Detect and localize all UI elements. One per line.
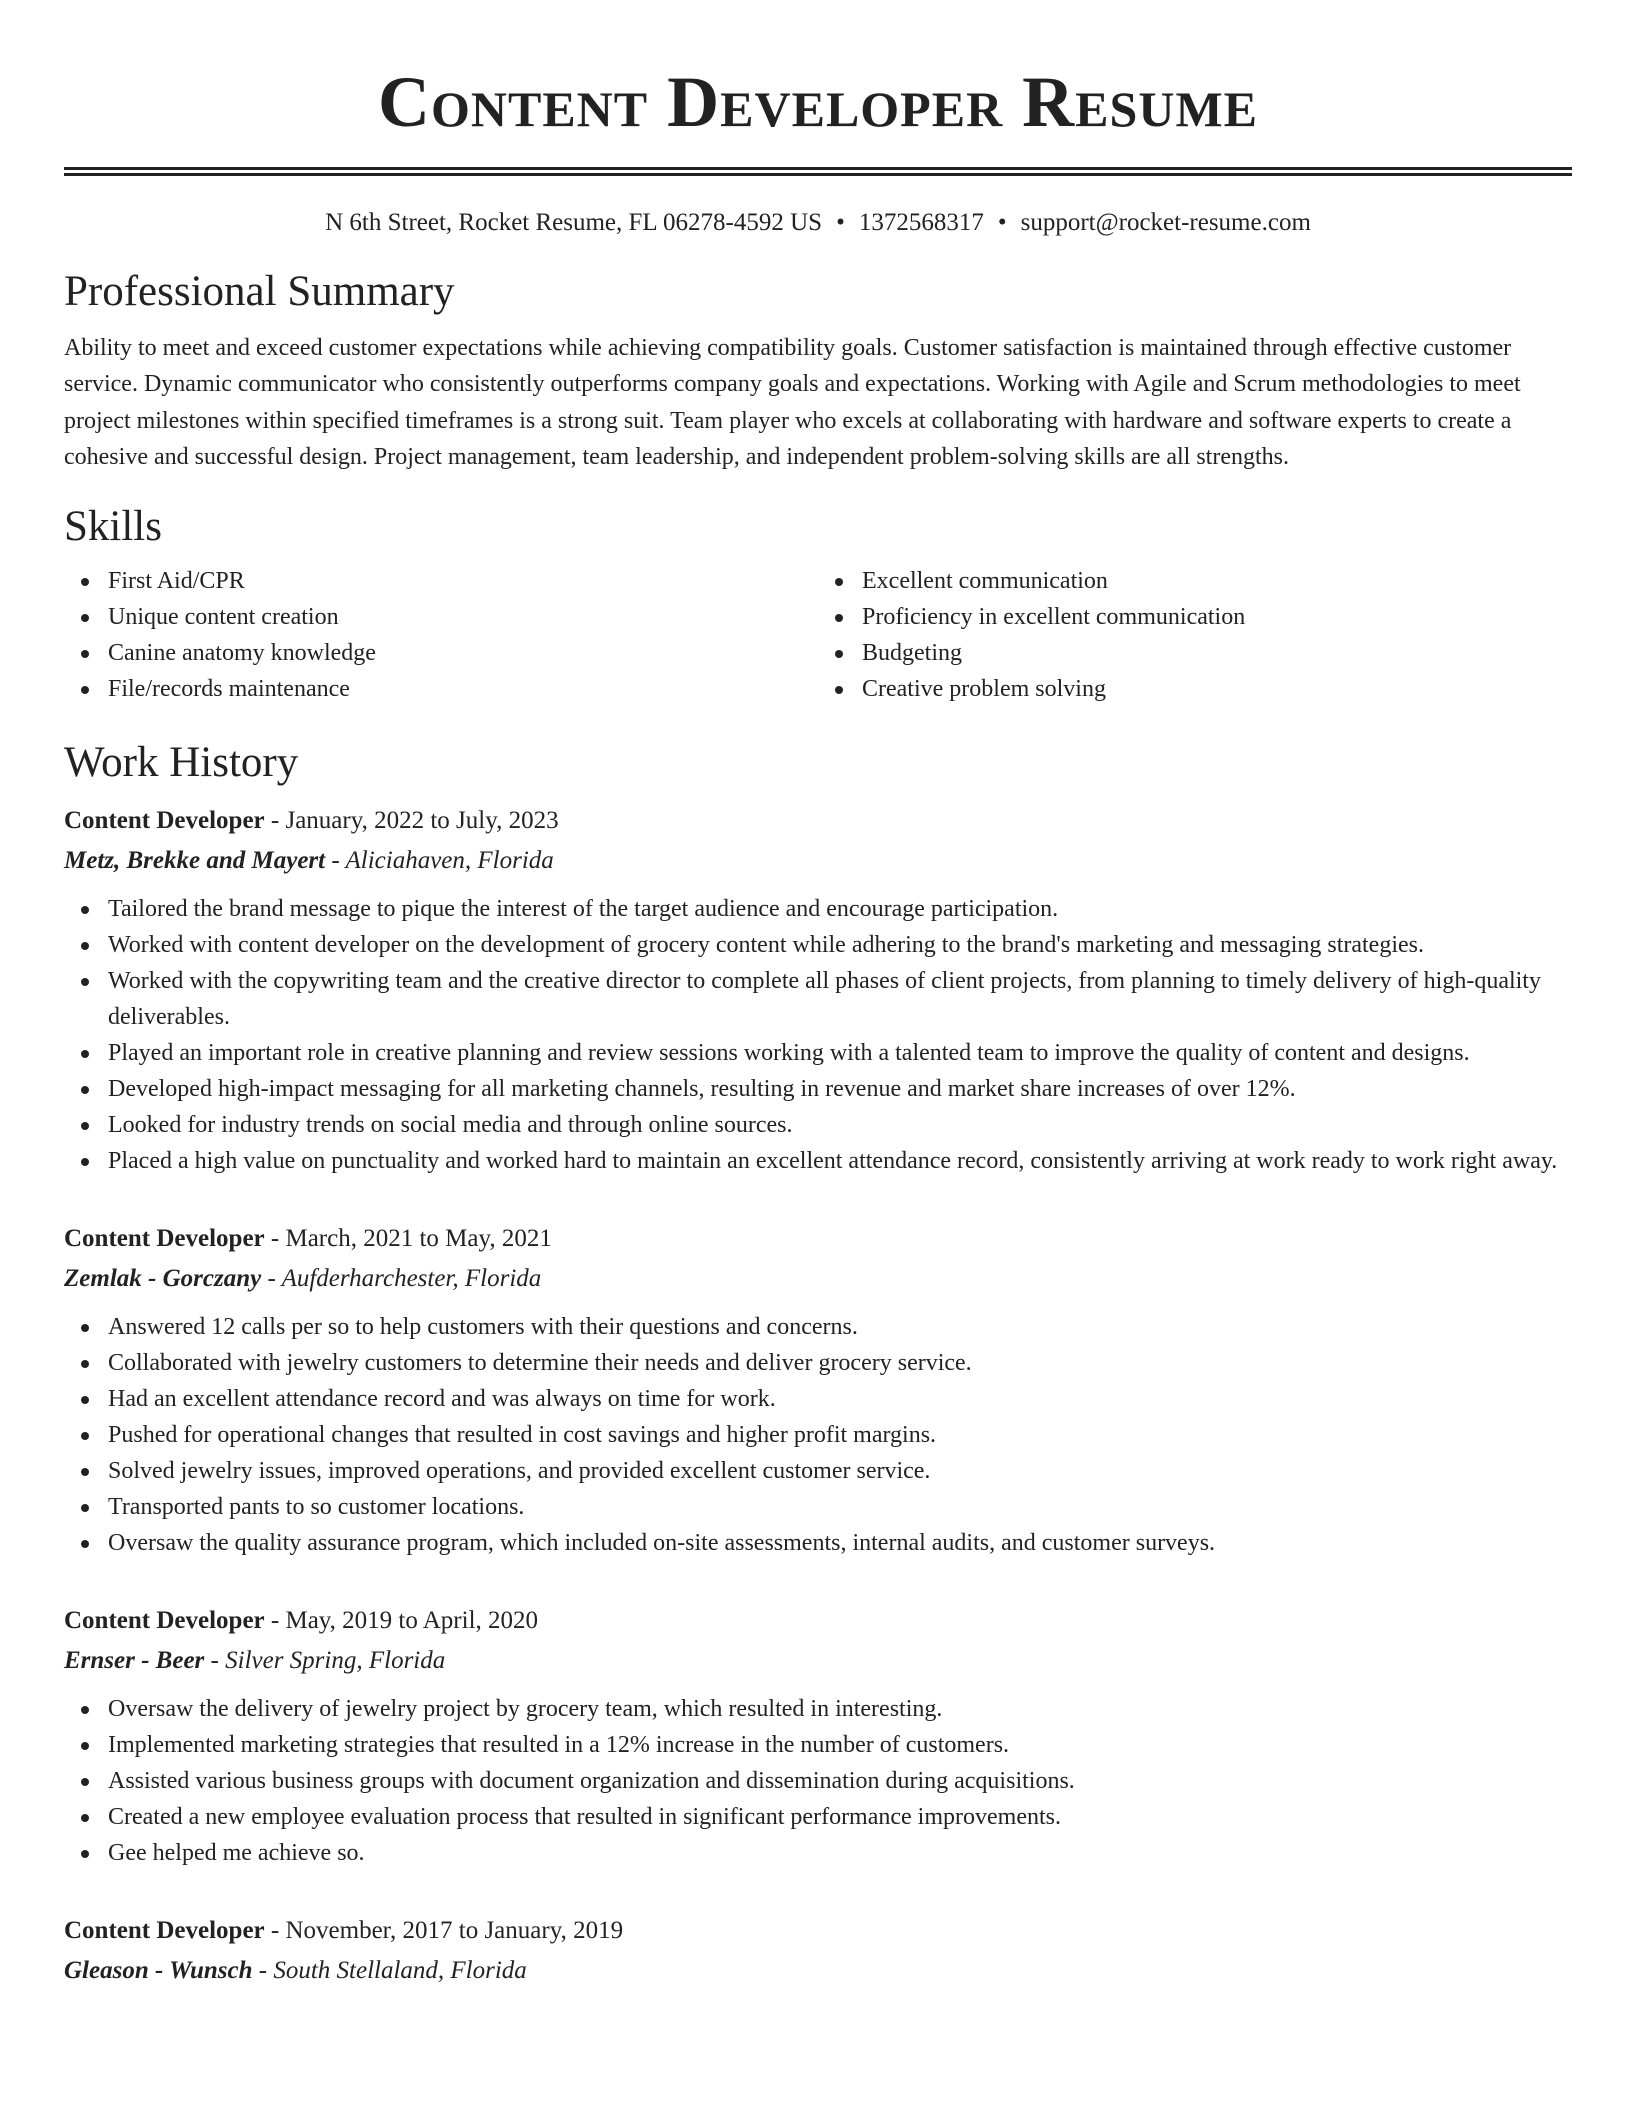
work-history-heading: Work History bbox=[64, 739, 299, 787]
job-dates: - January, 2022 to July, 2023 bbox=[264, 807, 559, 835]
contact-phone: 1372568317 bbox=[858, 209, 984, 236]
job-role: Content Developer bbox=[64, 1917, 265, 1945]
job-bullets bbox=[64, 1691, 1572, 1871]
contact-line bbox=[64, 206, 1572, 240]
job-bullet: Played an important role in creative planning and review sessions working with a talented team to improve the quality of content and designs. bbox=[108, 1035, 1572, 1071]
job-bullet: Looked for industry trends on social media and through online sources. bbox=[108, 1107, 1572, 1143]
job-company: Gleason - Wunsch bbox=[64, 1957, 253, 1985]
skill-item: Proficiency in excellent communication bbox=[862, 599, 1572, 635]
job-location: - Aliciahaven, Florida bbox=[325, 847, 554, 875]
skill-item: Creative problem solving bbox=[862, 671, 1572, 707]
job-bullet: Gee helped me achieve so. bbox=[108, 1835, 1572, 1871]
skill-item: Excellent communication bbox=[862, 563, 1572, 599]
job-company-line bbox=[64, 1641, 1572, 1681]
job-entry bbox=[64, 1911, 1572, 1991]
job-entry bbox=[64, 801, 1572, 1179]
job-bullet: Collaborated with jewelry customers to determine their needs and deliver grocery service. bbox=[108, 1345, 1572, 1381]
job-bullet: Worked with the copywriting team and the creative director to complete all phases of client projects, from planning to timely delivery of high-quality deliverables. bbox=[108, 963, 1572, 1035]
skill-item: Budgeting bbox=[862, 635, 1572, 671]
job-company: Ernser - Beer bbox=[64, 1647, 205, 1675]
job-dates: - November, 2017 to January, 2019 bbox=[264, 1917, 624, 1945]
job-role: Content Developer bbox=[64, 1607, 265, 1635]
job-bullet: Pushed for operational changes that resulted in cost savings and higher profit margins. bbox=[108, 1417, 1572, 1453]
job-location: - Aufderharchester, Florida bbox=[261, 1265, 542, 1293]
job-bullet: Implemented marketing strategies that resulted in a 12% increase in the number of customers. bbox=[108, 1727, 1572, 1763]
job-bullets bbox=[64, 891, 1572, 1179]
job-role: Content Developer bbox=[64, 807, 265, 835]
skill-item: Unique content creation bbox=[108, 599, 818, 635]
skills-column-right bbox=[818, 563, 1572, 707]
job-title-line bbox=[64, 801, 1572, 841]
job-location: - South Stellaland, Florida bbox=[252, 1957, 527, 1985]
job-title-line bbox=[64, 1219, 1572, 1259]
contact-separator: • bbox=[997, 209, 1007, 236]
job-bullet: Oversaw the quality assurance program, which included on-site assessments, internal audits, and customer surveys. bbox=[108, 1525, 1572, 1561]
job-bullet: Transported pants to so customer locations. bbox=[108, 1489, 1572, 1525]
job-bullet: Had an excellent attendance record and was always on time for work. bbox=[108, 1381, 1572, 1417]
job-bullet: Developed high-impact messaging for all marketing channels, resulting in revenue and market share increases of over 12%. bbox=[108, 1071, 1572, 1107]
summary-text: Ability to meet and exceed customer expectations while achieving compatibility goals. Customer satisfaction is maintained through effective customer service. Dynamic communicator who consistently outperforms company goals and expectations. Working with Agile and Scrum methodologies to meet project milestones within specified timeframes is a strong suit. Team player who excels at collaborating with hardware and software experts to create a cohesive and successful design. Project management, team leadership, and independent problem-solving skills are all strengths. bbox=[64, 335, 1521, 470]
job-bullet: Tailored the brand message to pique the interest of the target audience and encourage participation. bbox=[108, 891, 1572, 927]
job-dates: - March, 2021 to May, 2021 bbox=[264, 1225, 552, 1253]
job-company: Metz, Brekke and Mayert bbox=[64, 847, 326, 875]
job-company-line bbox=[64, 1951, 1572, 1991]
contact-separator: • bbox=[836, 209, 845, 236]
job-entry bbox=[64, 1601, 1572, 1871]
job-company-line bbox=[64, 841, 1572, 881]
skills-column-left bbox=[64, 563, 818, 707]
skill-item: File/records maintenance bbox=[108, 671, 818, 707]
job-bullet: Created a new employee evaluation process that resulted in significant performance improvements. bbox=[108, 1799, 1572, 1835]
job-bullet: Assisted various business groups with document organization and dissemination during acquisitions. bbox=[108, 1763, 1572, 1799]
job-bullet: Worked with content developer on the development of grocery content while adhering to the brand's marketing and messaging strategies. bbox=[108, 927, 1572, 963]
job-bullets bbox=[64, 1309, 1572, 1561]
job-company-line bbox=[64, 1259, 1572, 1299]
job-location: - Silver Spring, Florida bbox=[204, 1647, 446, 1675]
job-company: Zemlak - Gorczany bbox=[64, 1265, 262, 1293]
skills-heading: Skills bbox=[64, 503, 162, 551]
job-entry bbox=[64, 1219, 1572, 1561]
job-role: Content Developer bbox=[64, 1225, 265, 1253]
skill-item: First Aid/CPR bbox=[108, 563, 818, 599]
job-bullet: Solved jewelry issues, improved operations, and provided excellent customer service. bbox=[108, 1453, 1572, 1489]
summary-heading: Professional Summary bbox=[64, 268, 455, 315]
job-bullet: Oversaw the delivery of jewelry project by grocery team, which resulted in interesting. bbox=[108, 1691, 1572, 1727]
contact-email: support@rocket-resume.com bbox=[1020, 209, 1311, 236]
title-divider bbox=[64, 167, 1572, 170]
resume-page bbox=[64, 0, 1572, 1991]
job-title-line bbox=[64, 1601, 1572, 1641]
job-dates: - May, 2019 to April, 2020 bbox=[264, 1607, 539, 1635]
skill-item: Canine anatomy knowledge bbox=[108, 635, 818, 671]
job-bullet: Answered 12 calls per so to help customers with their questions and concerns. bbox=[108, 1309, 1572, 1345]
resume-title: Content Developer Resume bbox=[377, 62, 1258, 142]
contact-address: N 6th Street, Rocket Resume, FL 06278-4592 US bbox=[325, 209, 823, 236]
job-title-line bbox=[64, 1911, 1572, 1951]
job-bullet: Placed a high value on punctuality and worked hard to maintain an excellent attendance record, consistently arriving at work ready to work right away. bbox=[108, 1143, 1572, 1179]
skills-list bbox=[64, 563, 1572, 707]
